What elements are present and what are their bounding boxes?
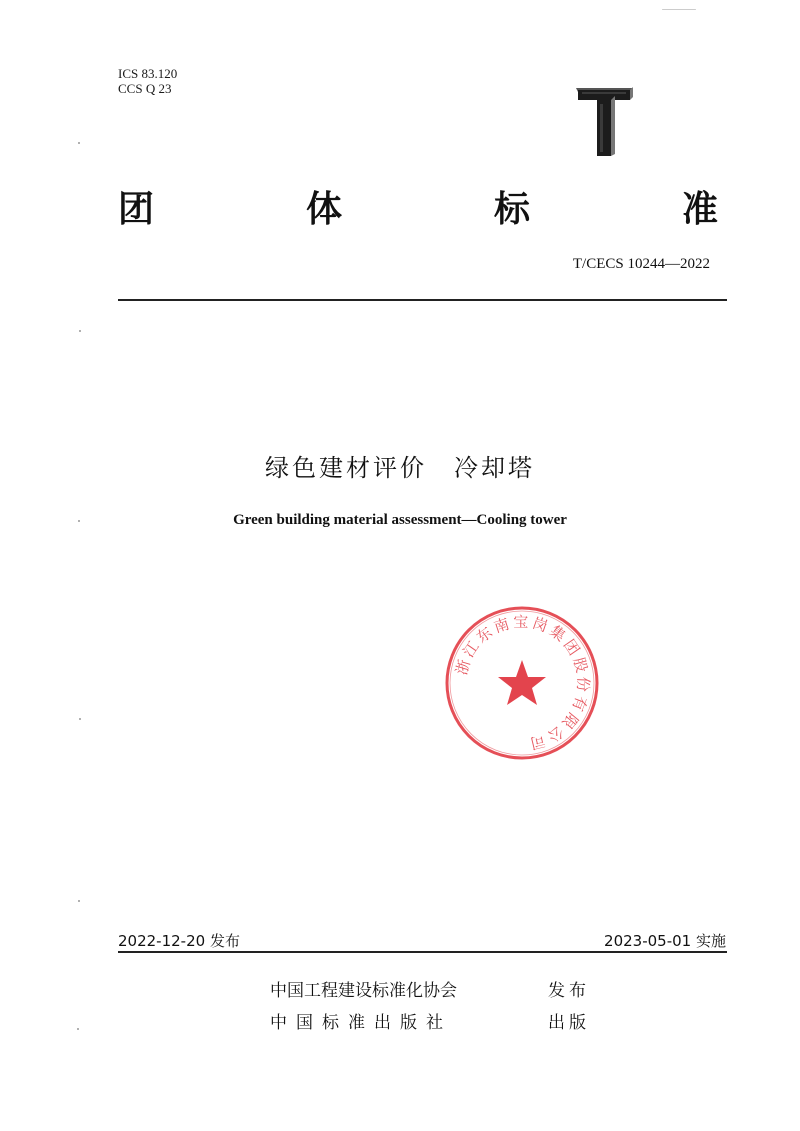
title-english: Green building material assessment—Cooling tower xyxy=(233,512,567,528)
doc-type-char: 团 xyxy=(118,189,155,230)
ics-code: ICS 83.120 xyxy=(118,66,178,81)
document-type-heading xyxy=(118,188,718,232)
publisher-action: 出版 xyxy=(548,1013,590,1033)
scan-speck xyxy=(78,142,80,144)
implementation-date: 2023-05-01 实施 xyxy=(604,932,726,950)
scan-speck xyxy=(77,1028,79,1030)
red-star-seal-icon xyxy=(443,604,601,762)
scan-streak xyxy=(662,9,696,10)
doc-type-char: 准 xyxy=(681,189,718,230)
scan-speck xyxy=(78,900,80,902)
issuer-row xyxy=(270,976,590,1001)
doc-type-char: 体 xyxy=(305,189,342,230)
ccs-code: CCS Q 23 xyxy=(118,81,172,96)
doc-type-char: 标 xyxy=(493,189,530,230)
scan-speck xyxy=(79,330,81,332)
publisher-row xyxy=(270,1008,590,1033)
scan-speck xyxy=(79,718,81,720)
publisher-name: 中国标准出版社 xyxy=(270,1013,452,1033)
top-divider xyxy=(118,299,727,301)
title-chinese: 绿色建材评价 冷却塔 xyxy=(265,454,535,482)
bottom-divider xyxy=(118,951,727,953)
issuer-action: 发布 xyxy=(548,981,590,1001)
t-standard-logo-icon xyxy=(574,82,634,160)
issuer-name: 中国工程建设标准化协会 xyxy=(270,981,457,1001)
seal-text: 浙江东南宝岗集团股份有限公司 xyxy=(452,612,593,754)
issue-date: 2022-12-20 发布 xyxy=(118,932,240,950)
classification-codes xyxy=(118,66,177,96)
standard-number: T/CECS 10244—2022 xyxy=(572,256,710,272)
scan-speck xyxy=(78,520,80,522)
